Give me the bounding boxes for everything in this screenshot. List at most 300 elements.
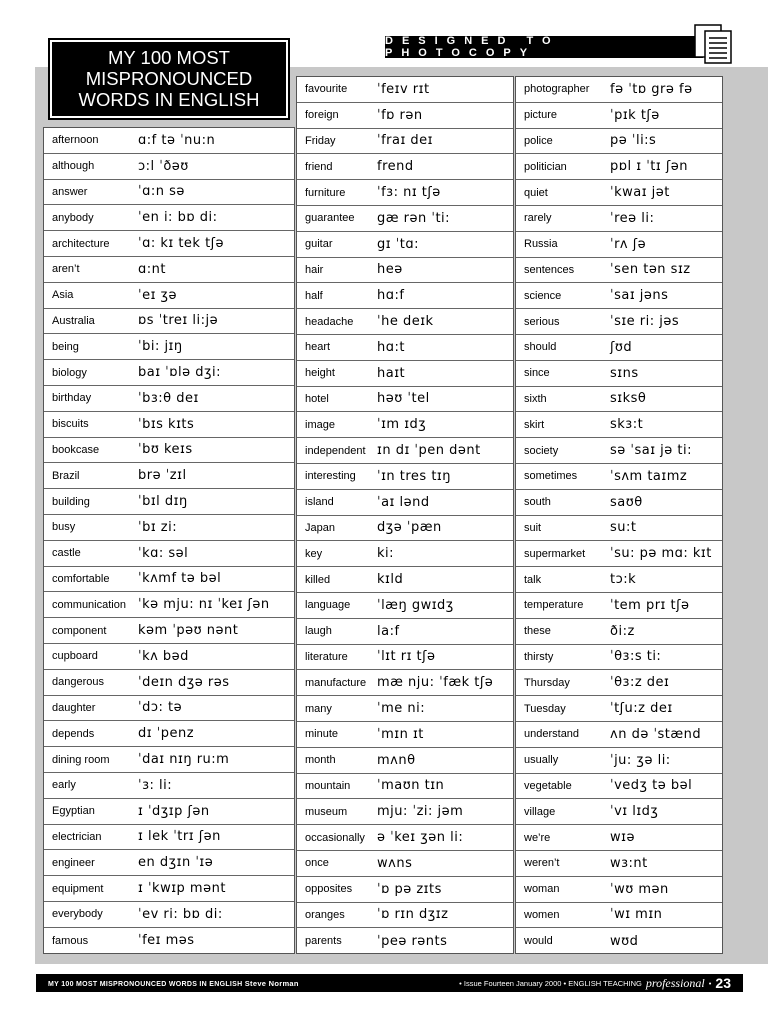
word-row [44, 515, 294, 541]
page-title [50, 40, 288, 118]
pronunciation-text: ˈbɪl dɪŋ [138, 494, 188, 510]
pronunciation-text: wʊd [610, 933, 639, 949]
word-row [297, 541, 513, 567]
pronunciation-text: sɪns [610, 365, 639, 381]
footer-right [459, 975, 731, 991]
word-text: island [305, 496, 334, 509]
word-row [516, 490, 722, 516]
word-row [297, 412, 513, 438]
word-row [44, 205, 294, 231]
word-row [516, 77, 722, 103]
word-column-2 [296, 76, 514, 954]
pronunciation-text: ˈkə mju: nɪ ˈkeɪ ʃən [138, 597, 270, 613]
pronunciation-text: ɪn dɪ ˈpen dənt [377, 443, 481, 459]
pronunciation-text: gɪ ˈtɑ: [377, 236, 420, 252]
pronunciation-text: ˈbʊ keɪs [138, 442, 193, 458]
word-row [44, 773, 294, 799]
word-row [44, 747, 294, 773]
title-line-2: MISPRONOUNCED [85, 68, 253, 89]
word-row [297, 129, 513, 155]
footer-bullet: • [708, 978, 712, 988]
word-text: would [524, 935, 553, 948]
word-text: since [524, 367, 550, 380]
word-row [44, 799, 294, 825]
word-row [44, 334, 294, 360]
word-column-1 [43, 127, 295, 954]
word-text: once [305, 857, 329, 870]
word-row [44, 850, 294, 876]
word-row [297, 103, 513, 129]
word-text: month [305, 754, 336, 767]
word-row [297, 464, 513, 490]
pronunciation-text: fə ˈtɒ grə fə [610, 81, 693, 97]
word-text: laugh [305, 625, 332, 638]
word-text: engineer [52, 856, 95, 869]
word-row [516, 361, 722, 387]
word-text: famous [52, 934, 89, 947]
word-row [516, 309, 722, 335]
word-row [44, 489, 294, 515]
word-row [44, 231, 294, 257]
word-text: biscuits [52, 418, 89, 431]
page-footer [36, 974, 743, 992]
word-row [44, 618, 294, 644]
word-text: cupboard [52, 650, 98, 663]
pronunciation-text: pə ˈli:s [610, 133, 657, 149]
pronunciation-text: ˈsen tən sɪz [610, 262, 691, 278]
word-text: suit [524, 521, 542, 534]
pronunciation-text: wɜ:nt [610, 855, 648, 871]
pronunciation-text: ˈkɑ: səl [138, 545, 189, 561]
word-text: literature [305, 650, 348, 663]
pronunciation-text: ˈev ri: bɒ di: [138, 906, 223, 922]
word-text: sometimes [524, 470, 578, 483]
word-text: depends [52, 727, 95, 740]
pronunciation-text: ə ˈkeɪ ʒən li: [377, 830, 464, 845]
word-row [44, 876, 294, 902]
word-text: favourite [305, 83, 348, 96]
document-icon [692, 22, 736, 66]
word-row [516, 851, 722, 877]
pronunciation-text: ˈdɔ: tə [138, 700, 183, 716]
word-text: rarely [524, 212, 552, 225]
word-row [44, 928, 294, 954]
pronunciation-text: ˈlæŋ gwɪdʒ [377, 597, 454, 613]
pronunciation-text: kɪld [377, 572, 404, 588]
pronunciation-text: ˈbɜ:θ deɪ [138, 390, 199, 406]
word-text: afternoon [52, 134, 99, 147]
word-text: architecture [52, 237, 110, 250]
word-row [297, 438, 513, 464]
word-text: headache [305, 315, 354, 328]
word-text: anybody [52, 211, 94, 224]
word-text: society [524, 444, 559, 457]
word-row [297, 619, 513, 645]
footer-author: Steve Norman [244, 978, 299, 988]
pronunciation-text: ˈaɪ lənd [377, 494, 430, 510]
word-text: these [524, 625, 551, 638]
word-text: building [52, 495, 90, 508]
word-row [297, 154, 513, 180]
word-text: vegetable [524, 779, 572, 792]
pronunciation-text: tɔ:k [610, 572, 637, 588]
word-row [516, 412, 722, 438]
title-line-1: MY 100 MOST [107, 47, 230, 68]
word-row [44, 541, 294, 567]
pronunciation-text: dʒə ˈpæn [377, 520, 442, 536]
pronunciation-text: ˈwʊ mən [610, 881, 669, 897]
word-text: heart [305, 341, 331, 354]
word-text: women [524, 908, 560, 921]
word-text: Japan [305, 521, 335, 534]
word-text: language [305, 599, 351, 612]
word-text: busy [52, 521, 76, 534]
pronunciation-text: ɑ:f tə ˈnu:n [138, 132, 216, 148]
pronunciation-text: mju: ˈzi: jəm [377, 804, 464, 820]
word-row [44, 257, 294, 283]
pronunciation-text: ˈfɒ rən [377, 107, 423, 123]
word-text: mountain [305, 779, 351, 792]
word-text: parents [305, 935, 342, 948]
word-text: interesting [305, 470, 356, 483]
pronunciation-text: ˈsu: pə mɑ: kɪt [610, 546, 712, 562]
word-text: photographer [524, 83, 590, 96]
word-row [297, 516, 513, 542]
word-row [297, 567, 513, 593]
word-row [297, 645, 513, 671]
word-text: communication [52, 598, 126, 611]
word-row [516, 567, 722, 593]
pronunciation-text: wʌns [377, 855, 413, 871]
word-row [297, 696, 513, 722]
pronunciation-text: ˈsʌm taɪmz [610, 468, 688, 484]
word-text: occasionally [305, 831, 365, 844]
pronunciation-text: ˈfɜ: nɪ tʃə [377, 185, 441, 201]
word-row [44, 412, 294, 438]
word-text: talk [524, 573, 542, 586]
pronunciation-text: ˈɒ pə zɪts [377, 881, 442, 897]
word-row [516, 928, 722, 954]
word-row [297, 283, 513, 309]
word-row [516, 438, 722, 464]
pronunciation-text: ˈhe deɪk [377, 314, 434, 330]
word-text: hotel [305, 392, 329, 405]
pronunciation-text: mʌnθ [377, 752, 416, 768]
pronunciation-text: ˈreə li: [610, 210, 655, 226]
word-text: minute [305, 728, 339, 741]
pronunciation-text: ˈlɪt rɪ tʃə [377, 649, 436, 665]
word-row [516, 877, 722, 903]
word-text: thirsty [524, 650, 554, 663]
word-text: hair [305, 263, 324, 276]
pronunciation-text: ʃʊd [610, 339, 633, 355]
word-text: friend [305, 160, 333, 173]
word-text: bookcase [52, 443, 100, 456]
word-text: independent [305, 444, 366, 457]
pronunciation-text: heə [377, 262, 403, 278]
word-text: usually [524, 754, 559, 767]
pronunciation-text: ɒs ˈtreɪ li:jə [138, 313, 219, 329]
word-row [516, 799, 722, 825]
pronunciation-text: ˈdaɪ nɪŋ ru:m [138, 752, 230, 768]
word-text: killed [305, 573, 331, 586]
word-text: supermarket [524, 547, 586, 560]
banner-text: DESIGNED TO PHOTOCOPY [385, 35, 560, 59]
pronunciation-text: ˈbi: jɪŋ [138, 339, 183, 355]
pronunciation-text: ˈfeɪv rɪt [377, 81, 430, 97]
word-row [516, 722, 722, 748]
word-row [516, 593, 722, 619]
word-text: furniture [305, 186, 346, 199]
pronunciation-text: ˈkʌmf tə bəl [138, 571, 222, 587]
pronunciation-text: ˈɑ:n sə [138, 184, 185, 200]
pronunciation-text: ˈju: ʒə li: [610, 752, 671, 768]
word-row [297, 593, 513, 619]
word-row [516, 180, 722, 206]
word-row [516, 696, 722, 722]
word-row [297, 232, 513, 258]
word-text: should [524, 341, 557, 354]
word-row [516, 464, 722, 490]
pronunciation-text: la:f [377, 623, 400, 639]
word-text: dangerous [52, 676, 104, 689]
word-row [44, 154, 294, 180]
word-row [516, 154, 722, 180]
word-text: many [305, 702, 332, 715]
word-row [516, 387, 722, 413]
pronunciation-text: dɪ ˈpenz [138, 726, 195, 742]
word-row [44, 825, 294, 851]
word-row [297, 387, 513, 413]
word-text: Thursday [524, 676, 570, 689]
word-row [44, 180, 294, 206]
word-text: comfortable [52, 572, 110, 585]
title-line-3: WORDS IN ENGLISH [78, 89, 260, 110]
pronunciation-text: ˈtʃu:z deɪ [610, 701, 673, 717]
word-row [516, 774, 722, 800]
word-text: castle [52, 547, 81, 560]
word-text: image [305, 418, 335, 431]
word-row [44, 360, 294, 386]
word-row [44, 438, 294, 464]
pronunciation-text: kəm ˈpəʊ nənt [138, 623, 239, 639]
pronunciation-text: ˈɜ: li: [138, 777, 173, 793]
footer-left [48, 979, 299, 988]
word-row [44, 463, 294, 489]
pronunciation-text: wɪə [610, 830, 635, 845]
word-row [297, 748, 513, 774]
pronunciation-text: mæ nju: ˈfæk tʃə [377, 675, 494, 691]
word-text: equipment [52, 882, 104, 895]
word-text: we’re [524, 831, 551, 844]
pronunciation-text: hɑ:f [377, 288, 405, 304]
word-text: Tuesday [524, 702, 566, 715]
pronunciation-text: ˈɪm ɪdʒ [377, 417, 427, 433]
word-text: Friday [305, 134, 336, 147]
footer-professional: professional [645, 975, 705, 990]
pronunciation-text: ɪ ˈkwɪp mənt [138, 881, 226, 896]
word-row [516, 903, 722, 929]
word-row [44, 592, 294, 618]
pronunciation-text: hɑ:t [377, 339, 405, 355]
word-text: police [524, 134, 553, 147]
pronunciation-text: pɒl ɪ ˈtɪ ʃən [610, 159, 688, 175]
word-text: sixth [524, 392, 547, 405]
word-text: foreign [305, 109, 339, 122]
word-text: Brazil [52, 469, 80, 482]
pronunciation-text: ˈme ni: [377, 701, 426, 717]
word-text: science [524, 289, 562, 302]
word-row [297, 77, 513, 103]
word-row [297, 258, 513, 284]
word-row [297, 206, 513, 232]
word-text: serious [524, 315, 560, 328]
word-row [297, 825, 513, 851]
word-text: quiet [524, 186, 548, 199]
word-text: guarantee [305, 212, 355, 225]
word-text: component [52, 624, 107, 637]
word-row [297, 877, 513, 903]
word-row [516, 825, 722, 851]
pronunciation-text: baɪ ˈɒlə dʒi: [138, 365, 222, 381]
word-text: being [52, 340, 79, 353]
word-row [297, 903, 513, 929]
pronunciation-text: ˈeɪ ʒə [138, 287, 178, 303]
word-text: Australia [52, 314, 95, 327]
word-row [516, 283, 722, 309]
footer-issue: • Issue Fourteen January 2000 • ENGLISH TEACHING [459, 978, 642, 988]
pronunciation-text: həʊ ˈtel [377, 391, 430, 407]
word-row [516, 335, 722, 361]
word-row [44, 386, 294, 412]
pronunciation-text: sɪksθ [610, 391, 647, 407]
pronunciation-text: ʌn də ˈstænd [610, 726, 702, 742]
pronunciation-text: ˈmɪn ɪt [377, 726, 424, 742]
pronunciation-text: ˈsɪe ri: jəs [610, 314, 680, 330]
pronunciation-text: sə ˈsaɪ jə ti: [610, 443, 693, 459]
word-text: woman [524, 883, 560, 896]
word-row [516, 129, 722, 155]
word-text: key [305, 547, 323, 560]
pronunciation-text: ˈen i: bɒ di: [138, 210, 218, 226]
word-row [44, 567, 294, 593]
word-text: oranges [305, 908, 345, 921]
page-number: 23 [715, 975, 731, 991]
word-row [516, 645, 722, 671]
word-row [516, 258, 722, 284]
word-text: dining room [52, 753, 110, 766]
pronunciation-text: ði:z [610, 623, 635, 639]
pronunciation-text: ˈfraɪ deɪ [377, 133, 434, 149]
word-text: guitar [305, 238, 333, 251]
pronunciation-text: ˈpɪk tʃə [610, 107, 660, 123]
pronunciation-text: ˈfeɪ məs [138, 933, 195, 949]
word-row [516, 232, 722, 258]
word-row [297, 722, 513, 748]
word-text: electrician [52, 830, 102, 843]
word-text: sentences [524, 263, 575, 276]
word-text: Asia [52, 289, 74, 302]
word-text: although [52, 160, 95, 173]
word-text: answer [52, 185, 88, 198]
pronunciation-text: ˈvɪ lɪdʒ [610, 804, 659, 820]
word-row [516, 541, 722, 567]
word-row [297, 670, 513, 696]
word-row [516, 748, 722, 774]
pronunciation-text: ˈkʌ bəd [138, 648, 189, 664]
pronunciation-text: ɑ:nt [138, 261, 166, 277]
word-text: skirt [524, 418, 545, 431]
pronunciation-text: gæ rən ˈti: [377, 210, 451, 226]
word-row [297, 851, 513, 877]
word-text: half [305, 289, 323, 302]
pronunciation-text: ɪ lek ˈtrɪ ʃən [138, 829, 221, 845]
word-text: opposites [305, 883, 353, 896]
pronunciation-text: ˈwɪ mɪn [610, 907, 663, 923]
word-text: height [305, 367, 335, 380]
word-text: understand [524, 728, 580, 741]
pronunciation-text: frend [377, 159, 414, 175]
word-text: Egyptian [52, 805, 95, 818]
footer-title: MY 100 MOST MISPRONOUNCED WORDS IN ENGLISH [48, 980, 243, 988]
word-text: everybody [52, 908, 103, 921]
word-text: birthday [52, 392, 92, 405]
pronunciation-text: ɪ ˈdʒɪp ʃən [138, 803, 210, 819]
pronunciation-text: ˈbɪs kɪts [138, 416, 195, 432]
word-text: daughter [52, 701, 96, 714]
pronunciation-text: skɜ:t [610, 417, 644, 433]
pronunciation-text: ˈɒ rɪn dʒɪz [377, 907, 449, 923]
pronunciation-text: ˈmaʊn tɪn [377, 778, 445, 794]
word-text: early [52, 779, 76, 792]
pronunciation-text: su:t [610, 520, 637, 536]
word-row [44, 128, 294, 154]
pronunciation-text: ˈθɜ:z deɪ [610, 675, 670, 691]
word-row [516, 619, 722, 645]
word-row [297, 335, 513, 361]
pronunciation-text: ˈdeɪn dʒə rəs [138, 674, 230, 690]
word-row [44, 721, 294, 747]
pronunciation-text: ˈbɪ zi: [138, 519, 178, 535]
word-row [516, 206, 722, 232]
word-text: picture [524, 109, 558, 122]
word-row [297, 928, 513, 954]
pronunciation-text: brə ˈzɪl [138, 468, 187, 484]
word-text: aren’t [52, 263, 80, 276]
word-text: manufacture [305, 676, 367, 689]
word-column-3 [515, 76, 723, 954]
word-text: politician [524, 160, 567, 173]
pronunciation-text: ˈkwaɪ jət [610, 185, 670, 201]
word-row [44, 670, 294, 696]
word-row [44, 283, 294, 309]
pronunciation-text: ˈɪn tres tɪŋ [377, 468, 452, 484]
pronunciation-text: ˈvedʒ tə bəl [610, 778, 693, 794]
word-row [516, 670, 722, 696]
word-text: temperature [524, 599, 584, 612]
pronunciation-text: ˈrʌ ʃə [610, 236, 647, 252]
word-row [297, 774, 513, 800]
pronunciation-text: ˈtem prɪ tʃə [610, 597, 690, 613]
word-text: south [524, 496, 551, 509]
word-row [516, 516, 722, 542]
word-row [44, 644, 294, 670]
word-row [297, 490, 513, 516]
word-row [516, 103, 722, 129]
pronunciation-text: ˈɑ: kɪ tek tʃə [138, 236, 225, 252]
word-row [297, 180, 513, 206]
pronunciation-text: ɔ:l ˈðəʊ [138, 158, 189, 174]
